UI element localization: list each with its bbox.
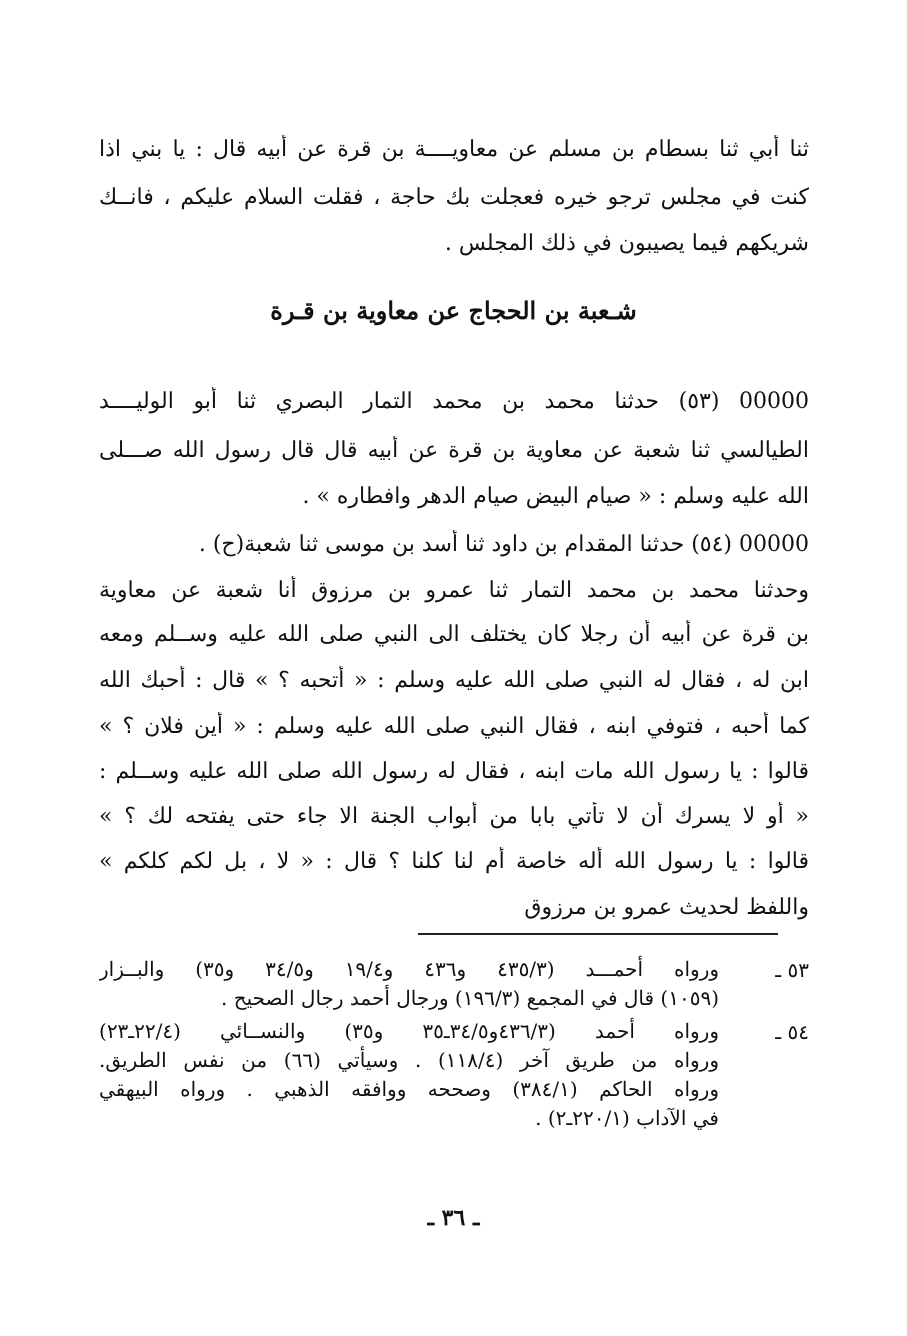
footnote-53 <box>99 955 809 1013</box>
intro-line-3: شريكهم فيما يصيبون في ذلك المجلس . <box>444 231 809 256</box>
footnote-text <box>99 955 719 1013</box>
section-heading: شـعبة بن الحجاج عن معاوية بن قـرة <box>270 296 637 325</box>
page-number: ـ ٣٦ ـ <box>427 1205 480 1231</box>
body-line-2: الطيالسي ثنا شعبة عن معاوية بن قرة عن أبيه قال قال رسول الله صـــلى <box>99 438 809 463</box>
body-line-4: 00000 (٥٤) حدثنا المقدام بن داود ثنا أسد بن موسى ثنا شعبة(ح) . <box>198 532 809 557</box>
body-line-11: قالوا : يا رسول الله أله خاصة أم لنا كلنا ؟ قال : « لا ، بل لكم كلكم » <box>99 849 809 874</box>
body-line-8: كما أحبه ، فتوفي ابنه ، فقال النبي صلى الله عليه وسلم : « أين فلان ؟ » <box>99 714 809 739</box>
body-line-10: « أو لا يسرك أن لا تأتي بابا من أبواب الجنة الا جاء حتى يفتحه لك ؟ » <box>99 804 809 829</box>
footnote-line: في الآداب (٢٢٠/١ـ٢) . <box>535 1106 719 1130</box>
body-line-1: 00000 (٥٣) حدثنا محمد بن محمد التمار البصري ثنا أبو الوليــــد <box>99 389 809 414</box>
footnote-54 <box>99 1017 809 1133</box>
body-line-12: واللفظ لحديث عمرو بن مرزوق <box>524 895 809 920</box>
body-line-9: قالوا : يا رسول الله مات ابنه ، فقال له رسول الله صلى الله عليه وســلم : <box>99 759 809 784</box>
footnote-separator <box>418 933 778 935</box>
body-line-5: وحدثنا محمد بن محمد التمار ثنا عمرو بن مرزوق أنا شعبة عن معاوية <box>99 578 809 603</box>
footnote-text <box>99 1017 719 1133</box>
footnote-line: ورواه أحمـــد (٤٣٥/٣ و٤٣٦ و١٩/٤ و٣٤/٥ و٣٥) والبــزار <box>99 957 719 981</box>
footnote-number: ٥٤ ـ <box>775 1020 809 1044</box>
body-line-6: بن قرة عن أبيه أن رجلا كان يختلف الى النبي صلى الله عليه وســلم ومعه <box>99 622 809 647</box>
intro-line-1: ثنا أبي ثنا بسطام بن مسلم عن معاويــــة بن قرة عن أبيه قال : يا بني اذا <box>99 137 809 162</box>
footnote-line: ورواه من طريق آخر (١١٨/٤) . وسيأتي (٦٦) من نفس الطريق. <box>99 1048 719 1072</box>
body-line-7: ابن له ، فقال له النبي صلى الله عليه وسلم : « أتحبه ؟ » قال : أحبك الله <box>99 668 809 693</box>
footnote-line: ورواه الحاكم (٣٨٤/١) وصححه ووافقه الذهبي . ورواه البيهقي <box>99 1077 719 1101</box>
body-line-3: الله عليه وسلم : « صيام البيض صيام الدهر وافطاره » . <box>302 484 809 509</box>
footnote-line: ورواه أحمد (٤٣٦/٣و٣٤/٥ـ٣٥ و٣٥) والنســائي (٢٢/٤ـ٢٣) <box>99 1019 719 1043</box>
footnote-line: (١٠٥٩) قال في المجمع (١٩٦/٣) ورجال أحمد رجال الصحيح . <box>220 986 719 1010</box>
footnote-number: ٥٣ ـ <box>775 958 809 982</box>
intro-line-2: كنت في مجلس ترجو خيره فعجلت بك حاجة ، فقلت السلام عليكم ، فانــك <box>99 185 809 210</box>
